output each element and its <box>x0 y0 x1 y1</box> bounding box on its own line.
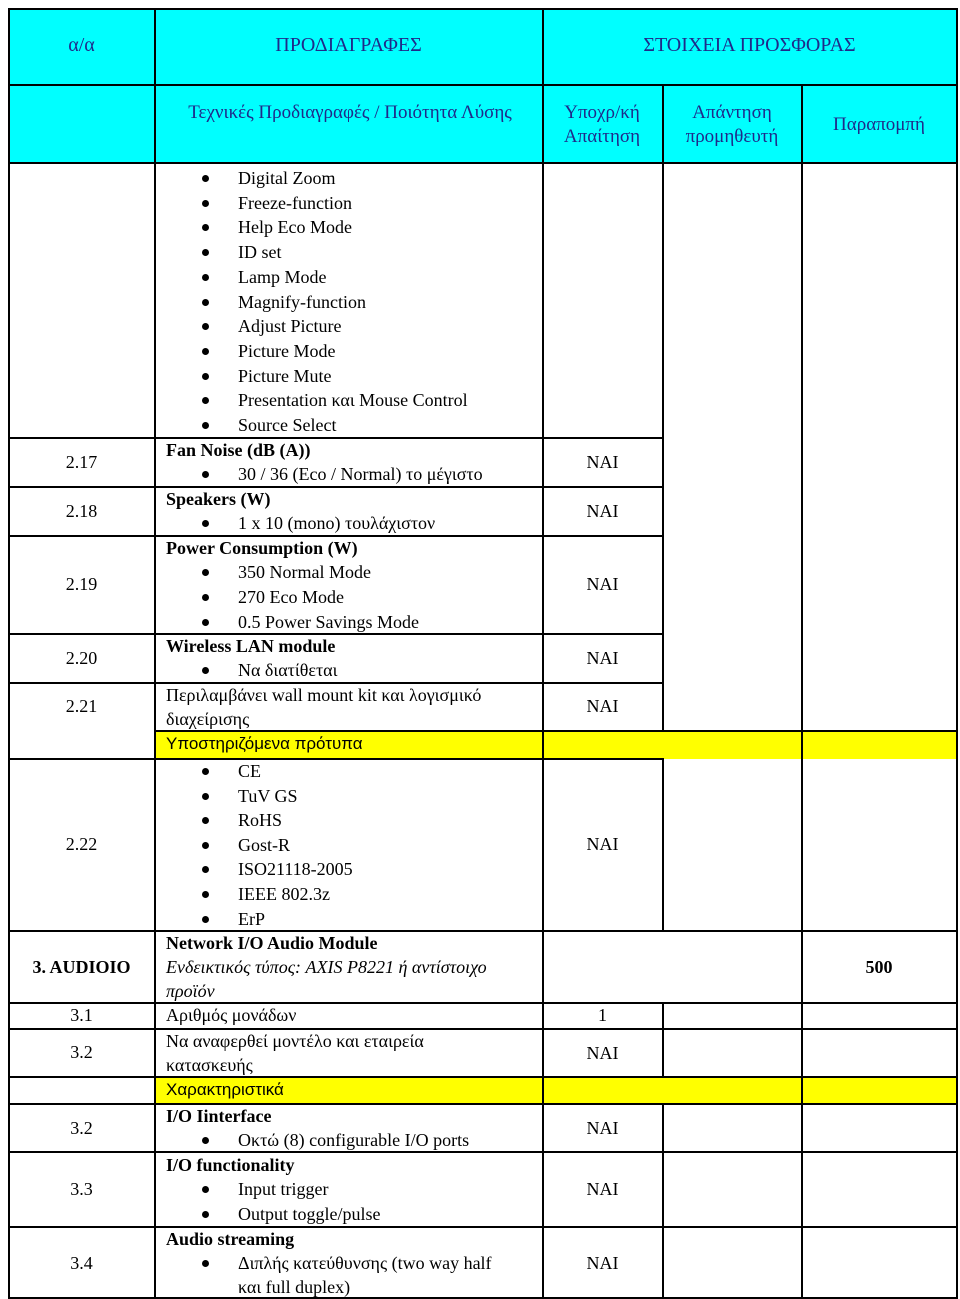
list-item: Gost-R <box>238 835 291 855</box>
header-requirement: Υποχρ/κή Απαίτηση <box>563 102 641 147</box>
section-number: 3. AUDIOIO <box>32 957 131 977</box>
rule <box>9 1103 957 1105</box>
rule <box>9 930 957 932</box>
requirement-value: ΝΑΙ <box>586 1118 619 1138</box>
row-number: 2.17 <box>65 452 98 472</box>
rule <box>9 162 957 164</box>
row-title: I/O Iinterface <box>166 1106 272 1126</box>
requirement-value: ΝΑΙ <box>586 1179 619 1199</box>
requirement-value: ΝΑΙ <box>586 648 619 668</box>
list-item: Magnify-function <box>238 292 366 312</box>
rule <box>9 1028 957 1030</box>
header-col-offer: ΣΤΟΙΧΕΙΑ ΠΡΟΣΦΟΡΑΣ <box>643 34 856 56</box>
list-item: Picture Mute <box>238 366 332 386</box>
list-item: RoHS <box>238 810 283 830</box>
list-item-continuation: και full duplex) <box>238 1277 351 1297</box>
row-text: κατασκευής <box>166 1055 253 1075</box>
list-item: Source Select <box>238 415 337 435</box>
rule <box>154 8 156 1299</box>
rule <box>9 1076 957 1078</box>
row-number: 2.18 <box>65 501 98 521</box>
list-item: Διπλής κατεύθυνσης (two way half <box>238 1253 492 1273</box>
header-col-number: α/α <box>68 34 95 56</box>
requirement-value: ΝΑΙ <box>586 574 619 594</box>
requirement-value: ΝΑΙ <box>586 452 619 472</box>
row-number: 3.2 <box>70 1118 93 1138</box>
list-item: Output toggle/pulse <box>238 1204 381 1224</box>
rule <box>662 1002 664 1078</box>
row-number: 2.22 <box>65 834 98 854</box>
section-subtitle: Ενδεικτικός τύπος: AXIS P8221 ή αντίστοιχο <box>166 957 487 977</box>
row-title: Audio streaming <box>166 1229 295 1249</box>
section-heading: Χαρακτηριστικά <box>166 1080 284 1099</box>
section-subtitle: προϊόν <box>166 981 215 1001</box>
requirement-value: ΝΑΙ <box>586 1253 619 1273</box>
list-item: Presentation και Mouse Control <box>238 390 468 410</box>
list-item: ISO21118-2005 <box>238 859 353 879</box>
list-item: Lamp Mode <box>238 267 327 287</box>
row-text: Να αναφερθεί μοντέλο και εταιρεία <box>166 1031 424 1051</box>
list-item: Input trigger <box>238 1179 329 1199</box>
list-item: 1 x 10 (mono) τουλάχιστον <box>238 513 436 533</box>
row-title: I/O functionality <box>166 1155 295 1175</box>
rule <box>662 758 664 932</box>
rule <box>9 758 663 760</box>
requirement-value: ΝΑΙ <box>586 501 619 521</box>
header-supplier-answer: Απάντηση προμηθευτή <box>685 102 779 147</box>
section-heading: Υποστηριζόμενα πρότυπα <box>166 734 363 753</box>
reference-value: 500 <box>865 957 893 977</box>
row-title: Power Consumption (W) <box>166 538 358 558</box>
section-title: Network I/O Audio Module <box>166 933 378 953</box>
rule <box>9 437 663 439</box>
row-number: 3.3 <box>70 1179 93 1199</box>
rule <box>9 486 663 488</box>
list-item: Οκτώ (8) configurable I/O ports <box>238 1130 470 1150</box>
list-item: Freeze-function <box>238 193 352 213</box>
header-reference: Παραπομπή <box>833 114 925 135</box>
list-item: Help Eco Mode <box>238 217 352 237</box>
list-item: 270 Eco Mode <box>238 587 344 607</box>
list-item: 0.5 Power Savings Mode <box>238 612 419 632</box>
row-number: 2.21 <box>65 696 98 716</box>
rule <box>801 84 803 1299</box>
row-text: Αριθμός μονάδων <box>166 1005 297 1025</box>
requirement-value: 1 <box>598 1005 607 1025</box>
row-number: 3.2 <box>70 1042 93 1062</box>
requirement-value: ΝΑΙ <box>586 1043 619 1063</box>
rule <box>956 8 958 1299</box>
row-number: 2.19 <box>65 574 98 594</box>
list-item: ErP <box>238 909 265 929</box>
requirement-value: ΝΑΙ <box>586 834 619 854</box>
header-tech-specs: Τεχνικές Προδιαγραφές / Ποιότητα Λύσης <box>188 102 512 123</box>
list-item: CE <box>238 761 262 781</box>
list-item: 350 Normal Mode <box>238 562 371 582</box>
list-item: Picture Mode <box>238 341 336 361</box>
requirement-value: ΝΑΙ <box>586 696 619 716</box>
list-item: Να διατίθεται <box>238 660 338 680</box>
rule <box>9 1151 957 1153</box>
rule <box>9 1226 957 1228</box>
list-item: IEEE 802.3z <box>238 884 330 904</box>
row-number: 2.20 <box>65 648 98 668</box>
list-item: Adjust Picture <box>238 316 342 336</box>
row-number: 3.4 <box>70 1253 93 1273</box>
row-number: 3.1 <box>70 1005 93 1025</box>
row-title: Wireless LAN module <box>166 636 336 656</box>
rule <box>9 84 957 86</box>
row-title: Speakers (W) <box>166 489 271 509</box>
row-text: Περιλαμβάνει wall mount kit και λογισμικό <box>166 685 482 705</box>
list-item: 30 / 36 (Eco / Normal) το μέγιστο <box>238 464 483 484</box>
rule <box>662 1103 664 1299</box>
rule <box>9 8 957 10</box>
row-text: διαχείρισης <box>166 709 250 729</box>
rule <box>662 84 664 731</box>
row-title: Fan Noise (dB (A)) <box>166 440 311 460</box>
list-item: TuV GS <box>238 786 298 806</box>
list-item: Digital Zoom <box>238 168 336 188</box>
header-col-specs: ΠΡΟΔΙΑΓΡΑΦΕΣ <box>275 34 422 56</box>
list-item: ID set <box>238 242 282 262</box>
